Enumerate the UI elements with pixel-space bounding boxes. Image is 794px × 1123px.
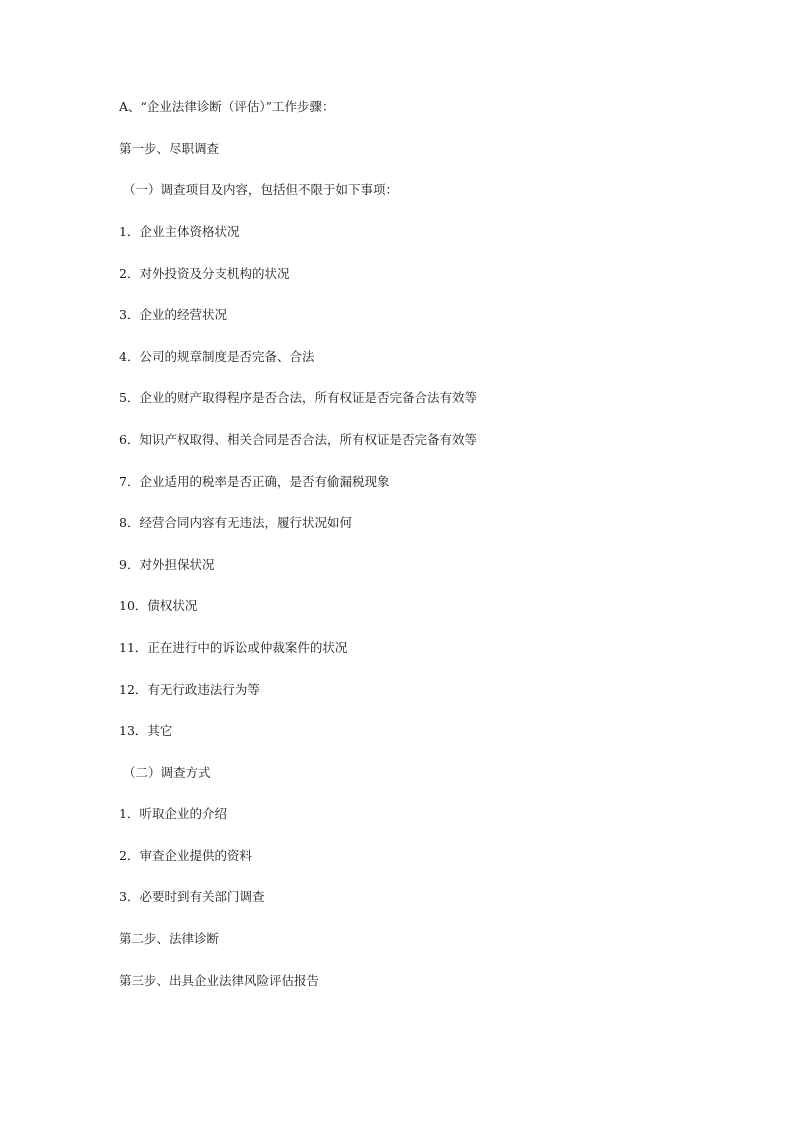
list-item: 4．公司的规章制度是否完备、合法 <box>119 349 315 364</box>
list-item: 11．正在进行中的诉讼或仲裁案件的状况 <box>119 640 348 655</box>
list-item: 8．经营合同内容有无违法，履行状况如何 <box>119 515 352 530</box>
step-3-heading: 第三步、出具企业法律风险评估报告 <box>119 973 320 988</box>
list-item: 6．知识产权取得、相关合同是否合法，所有权证是否完备有效等 <box>119 432 477 447</box>
list-item: 2．审查企业提供的资料 <box>119 848 252 863</box>
step-2-heading: 第二步、法律诊断 <box>119 931 220 946</box>
section-1-heading: （一）调查项目及内容，包括但不限于如下事项： <box>123 182 399 197</box>
list-item: 2．对外投资及分支机构的状况 <box>119 266 290 281</box>
list-item: 5．企业的财产取得程序是否合法，所有权证是否完备合法有效等 <box>119 390 477 405</box>
document-title: A、“企业法律诊断（评估）”工作步骤： <box>119 99 335 114</box>
list-item: 7．企业适用的税率是否正确，是否有偷漏税现象 <box>119 474 390 489</box>
step-1-heading: 第一步、尽职调查 <box>119 141 220 156</box>
section-2-heading: （二）调查方式 <box>123 765 211 780</box>
list-item: 10．债权状况 <box>119 598 198 613</box>
list-item: 3．企业的经营状况 <box>119 307 227 322</box>
list-item: 13．其它 <box>119 723 173 738</box>
list-item: 9．对外担保状况 <box>119 557 215 572</box>
list-item: 12．有无行政违法行为等 <box>119 682 260 697</box>
list-item: 3．必要时到有关部门调查 <box>119 889 265 904</box>
list-item: 1．企业主体资格状况 <box>119 224 240 239</box>
list-item: 1．听取企业的介绍 <box>119 806 227 821</box>
